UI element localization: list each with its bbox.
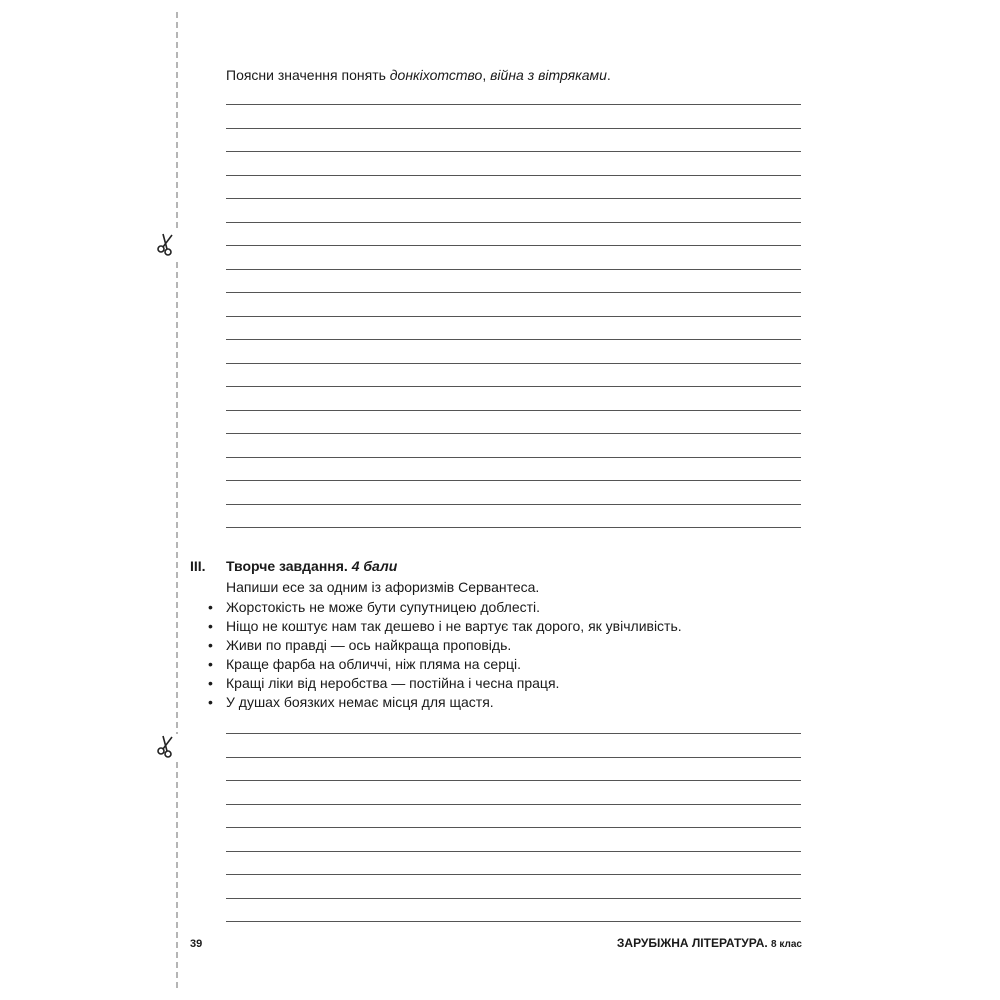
answer-line[interactable]: [226, 386, 801, 387]
section-title-text: Творче завдання.: [226, 558, 352, 574]
bullet-icon: •: [208, 656, 213, 672]
bullet-icon: •: [208, 675, 213, 691]
aphorism-text: Ніщо не коштує нам так дешево і не вартує так дорого, як увічливість.: [226, 618, 682, 634]
answer-line[interactable]: [226, 410, 801, 411]
running-title-grade: 8 клас: [771, 939, 802, 950]
answer-line[interactable]: [226, 480, 801, 481]
scissors-icon: [152, 232, 178, 258]
section-number: III.: [190, 558, 206, 574]
aphorism-text: Живи по правді — ось найкраща проповідь.: [226, 637, 512, 653]
answer-line[interactable]: [226, 269, 801, 270]
aphorism-list: [208, 598, 682, 712]
answer-line[interactable]: [226, 874, 801, 875]
essay-prompt: Напиши есе за одним із афоризмів Сервантеса.: [226, 579, 540, 595]
aphorism-text: У душах боязких немає місця для щастя.: [226, 694, 494, 710]
aphorism-text: Жорстокість не може бути супутницею доблесті.: [226, 599, 541, 615]
answer-line[interactable]: [226, 363, 801, 364]
answer-line[interactable]: [226, 104, 801, 105]
answer-line[interactable]: [226, 827, 801, 828]
answer-line[interactable]: [226, 757, 801, 758]
list-item: [208, 636, 682, 655]
section-points: 4 бали: [351, 558, 398, 574]
answer-line[interactable]: [226, 128, 801, 129]
answer-line[interactable]: [226, 504, 801, 505]
answer-line[interactable]: [226, 339, 801, 340]
bullet-icon: •: [208, 637, 213, 653]
answer-line[interactable]: [226, 222, 801, 223]
answer-line[interactable]: [226, 898, 801, 899]
cut-line: [176, 12, 178, 988]
aphorism-text: Краще фарба на обличчі, ніж пляма на серці.: [226, 656, 522, 672]
aphorism-text: Кращі ліки від неробства — постійна і чесна праця.: [226, 675, 560, 691]
answer-line[interactable]: [226, 804, 801, 805]
page-number: 39: [190, 938, 203, 950]
running-title-text: ЗАРУБІЖНА ЛІТЕРАТУРА.: [616, 936, 772, 950]
scissors-icon: [152, 734, 178, 760]
term-separator: ,: [482, 67, 491, 83]
answer-line[interactable]: [226, 245, 801, 246]
answer-line[interactable]: [226, 175, 801, 176]
answer-line[interactable]: [226, 851, 801, 852]
list-item: [208, 655, 682, 674]
bullet-icon: •: [208, 618, 213, 634]
answer-line[interactable]: [226, 921, 801, 922]
answer-line[interactable]: [226, 780, 801, 781]
task-prompt-text: Поясни значення понять: [226, 67, 390, 83]
task-prompt: [226, 67, 611, 83]
answer-line[interactable]: [226, 292, 801, 293]
section-title: [226, 558, 397, 574]
answer-line[interactable]: [226, 733, 801, 734]
list-item: [208, 693, 682, 712]
bullet-icon: •: [208, 599, 213, 615]
answer-line[interactable]: [226, 433, 801, 434]
answer-line[interactable]: [226, 151, 801, 152]
term-donkihotstvo: донкіхотство: [389, 67, 483, 83]
list-item: [208, 674, 682, 693]
bullet-icon: •: [208, 694, 213, 710]
answer-line[interactable]: [226, 316, 801, 317]
running-title: [617, 936, 802, 950]
answer-line[interactable]: [226, 198, 801, 199]
answer-line[interactable]: [226, 457, 801, 458]
term-windmills: війна з вітряками: [490, 67, 607, 83]
list-item: [208, 598, 682, 617]
list-item: [208, 617, 682, 636]
answer-line[interactable]: [226, 527, 801, 528]
prompt-end: .: [606, 67, 611, 83]
